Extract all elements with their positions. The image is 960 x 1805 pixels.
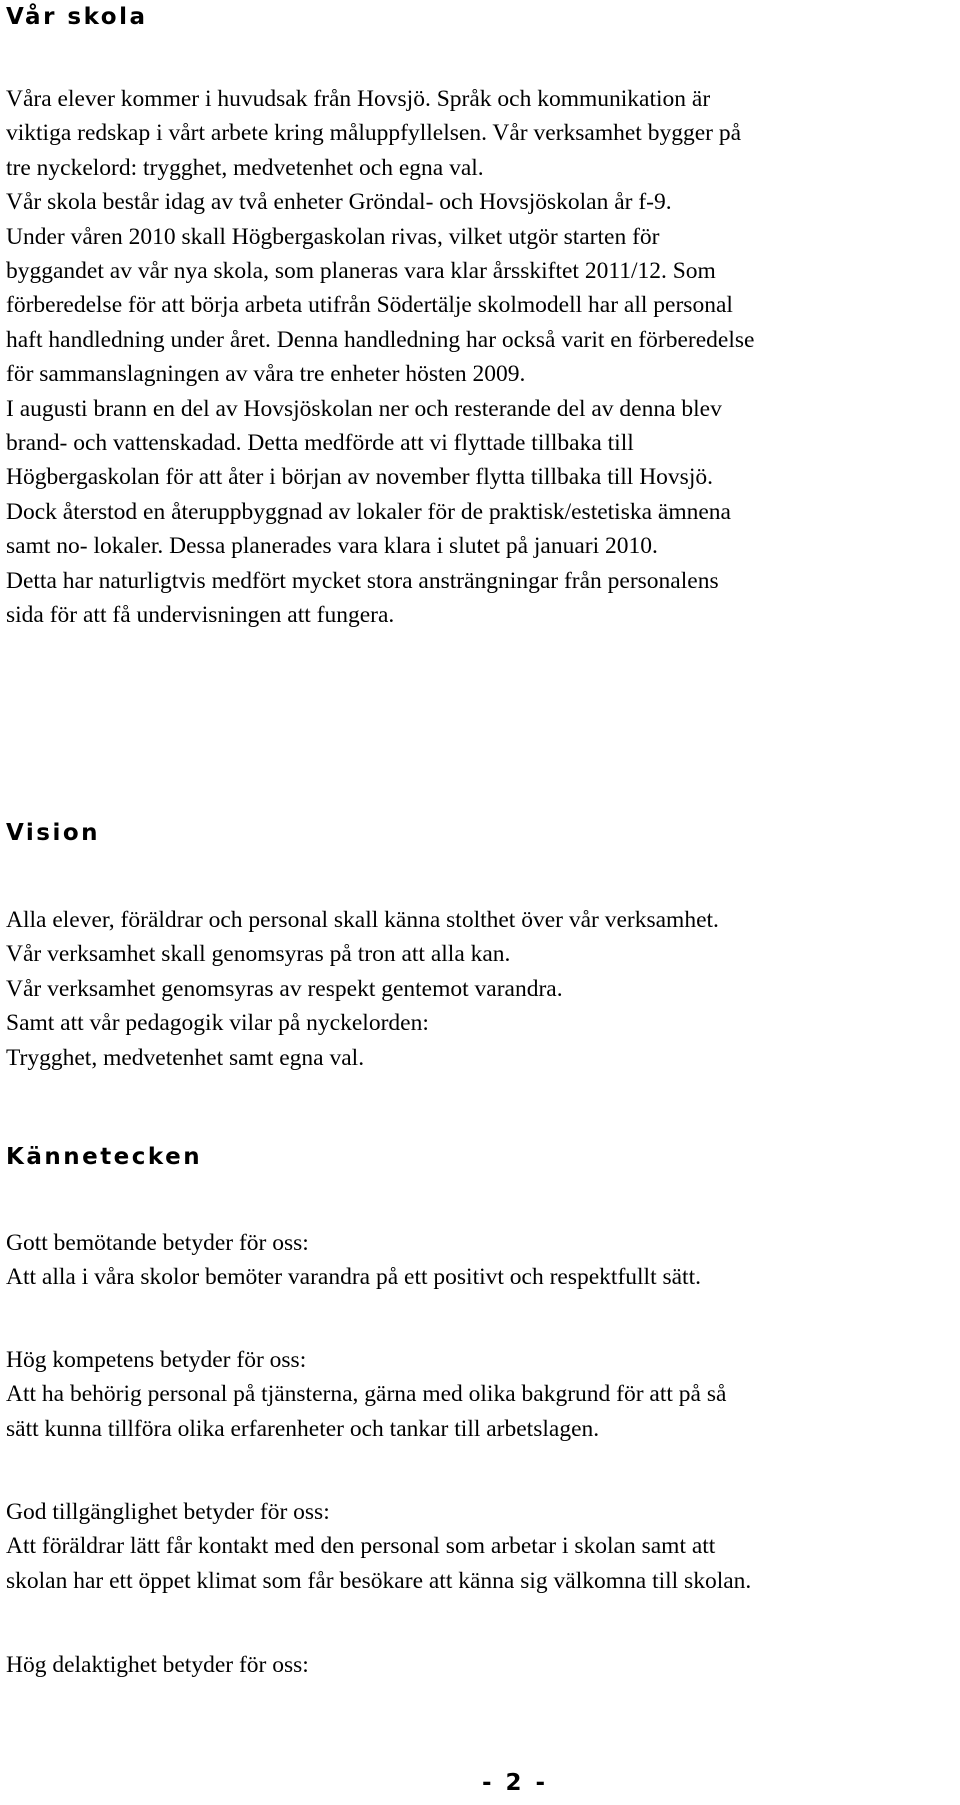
text-line: Hög delaktighet betyder för oss: xyxy=(6,1652,309,1678)
text-line: samt no- lokaler. Dessa planerades vara klara i slutet på januari 2010. xyxy=(6,533,658,560)
heading-var-skola: Vår skola xyxy=(6,4,148,30)
text-line: Vår verksamhet genomsyras av respekt gentemot varandra. xyxy=(6,975,563,1002)
page-number: - 2 - xyxy=(481,1770,549,1796)
paragraph-hog-delaktighet xyxy=(6,1648,956,1682)
text-line: I augusti brann en del av Hovsjöskolan ner och resterande del av denna blev xyxy=(6,395,722,422)
text-line: sätt kunna tillföra olika erfarenheter och tankar till arbetslagen. xyxy=(6,1415,600,1442)
text-line: Våra elever kommer i huvudsak från Hovsjö. Språk och kommunikation är xyxy=(6,86,711,112)
text-line: Vår verksamhet skall genomsyras på tron att alla kan. xyxy=(6,941,511,968)
text-line: Detta har naturligtvis medfört mycket stora ansträngningar från personalens xyxy=(6,567,719,594)
text-line: Att ha behörig personal på tjänsterna, gärna med olika bakgrund för att på så xyxy=(6,1381,727,1408)
text-line: Att alla i våra skolor bemöter varandra på ett positivt och respektfullt sätt. xyxy=(6,1264,701,1291)
text-line: viktiga redskap i vårt arbete kring måluppfyllelsen. Vår verksamhet bygger på xyxy=(6,120,742,147)
paragraph-hog-kompetens xyxy=(6,1343,956,1446)
text-line: Under våren 2010 skall Högbergaskolan rivas, vilket utgör starten för xyxy=(6,223,660,250)
paragraph-var-skola xyxy=(6,82,956,633)
text-line: sida för att få undervisningen att fungera. xyxy=(6,602,395,629)
text-line: Alla elever, föräldrar och personal skall känna stolthet över vår verksamhet. xyxy=(6,907,719,933)
text-line: Dock återstod en återuppbyggnad av lokaler för de praktisk/estetiska ämnena xyxy=(6,498,731,525)
text-line: för sammanslagningen av våra tre enheter hösten 2009. xyxy=(6,361,526,388)
text-line: haft handledning under året. Denna handledning har också varit en förberedelse xyxy=(6,326,755,353)
text-line: Trygghet, medvetenhet samt egna val. xyxy=(6,1044,365,1071)
text-line: brand- och vattenskadad. Detta medförde att vi flyttade tillbaka till xyxy=(6,430,634,457)
text-line: Vår skola består idag av två enheter Gröndal- och Hovsjöskolan år f-9. xyxy=(6,189,672,216)
text-line: Hög kompetens betyder för oss: xyxy=(6,1347,307,1373)
text-line: Gott bemötande betyder för oss: xyxy=(6,1230,309,1256)
text-line: Samt att vår pedagogik vilar på nyckelorden: xyxy=(6,1010,429,1037)
text-line: God tillgänglighet betyder för oss: xyxy=(6,1499,330,1525)
text-line: förberedelse för att börja arbeta utifrån Södertälje skolmodell har all personal xyxy=(6,292,733,319)
text-line: skolan har ett öppet klimat som får besökare att känna sig välkomna till skolan. xyxy=(6,1567,752,1594)
text-line: tre nyckelord: trygghet, medvetenhet och egna val. xyxy=(6,154,484,181)
text-line: byggandet av vår nya skola, som planeras vara klar årsskiftet 2011/12. Som xyxy=(6,258,716,285)
paragraph-god-tillganglighet xyxy=(6,1495,956,1598)
paragraph-vision xyxy=(6,903,956,1075)
heading-vision: Vision xyxy=(6,820,101,846)
heading-kannetecken: Kännetecken xyxy=(6,1144,203,1170)
text-line: Att föräldrar lätt får kontakt med den personal som arbetar i skolan samt att xyxy=(6,1533,716,1560)
text-line: Högbergaskolan för att åter i början av november flytta tillbaka till Hovsjö. xyxy=(6,464,713,491)
paragraph-gott-bemotande xyxy=(6,1226,956,1295)
